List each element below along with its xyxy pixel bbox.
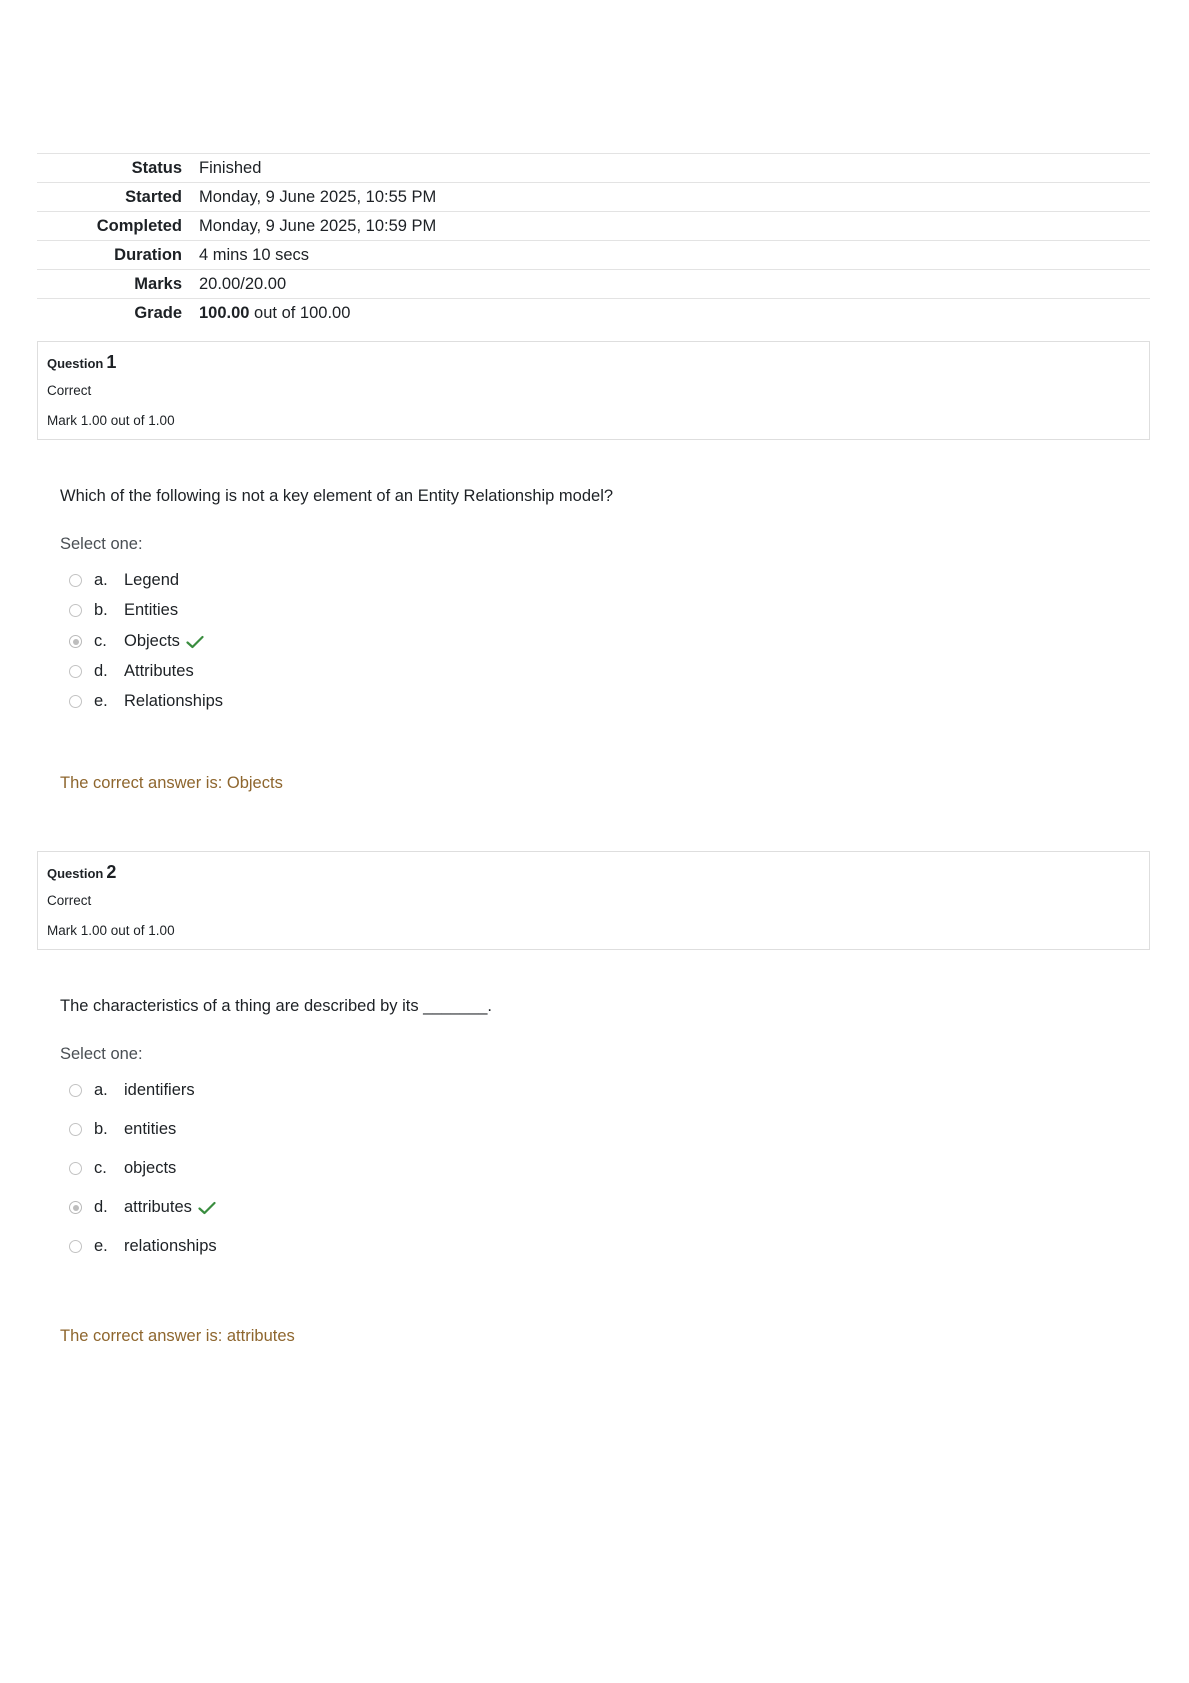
summary-row-grade xyxy=(37,299,1150,327)
answer-label: Relationships xyxy=(124,692,224,710)
summary-value: Finished xyxy=(199,158,262,177)
summary-label: Status xyxy=(131,158,182,177)
answer-option-selected[interactable] xyxy=(69,1198,216,1217)
check-icon xyxy=(186,635,204,649)
answer-option-selected[interactable] xyxy=(69,632,204,651)
summary-row-status xyxy=(37,154,1150,183)
summary-value xyxy=(199,304,350,323)
answer-label: relationships xyxy=(124,1237,217,1255)
summary-row-marks xyxy=(37,270,1150,299)
answer-letter: c. xyxy=(94,632,107,650)
answer-label: Attributes xyxy=(124,662,194,680)
check-icon xyxy=(198,1201,216,1215)
radio-button-checked[interactable] xyxy=(69,635,82,648)
summary-row-started xyxy=(37,183,1150,212)
radio-button[interactable] xyxy=(69,1240,82,1253)
summary-value: 20.00/20.00 xyxy=(199,274,287,293)
quiz-summary-table xyxy=(37,153,1150,327)
radio-button[interactable] xyxy=(69,1084,82,1097)
question-title xyxy=(47,352,116,373)
answer-option[interactable] xyxy=(69,1120,176,1139)
question-word: Question xyxy=(47,356,104,371)
summary-label: Completed xyxy=(96,216,182,235)
radio-button[interactable] xyxy=(69,665,82,678)
answer-letter: e. xyxy=(94,692,108,710)
answer-label: identifiers xyxy=(124,1081,195,1099)
question-grade: Mark 1.00 out of 1.00 xyxy=(47,413,175,428)
answer-label: Objects xyxy=(124,632,180,650)
answer-letter: b. xyxy=(94,1120,108,1138)
summary-label: Marks xyxy=(134,274,182,293)
question-word: Question xyxy=(47,866,104,881)
answer-letter: e. xyxy=(94,1237,108,1255)
answer-option[interactable] xyxy=(69,1081,195,1100)
answer-option[interactable] xyxy=(69,692,223,711)
radio-button[interactable] xyxy=(69,604,82,617)
grade-score: 100.00 xyxy=(199,303,250,322)
radio-button[interactable] xyxy=(69,1123,82,1136)
question-info-box xyxy=(37,341,1150,440)
answer-letter: a. xyxy=(94,1081,108,1099)
question-number: 2 xyxy=(106,862,117,882)
answer-option[interactable] xyxy=(69,662,194,681)
select-one-prompt: Select one: xyxy=(60,535,143,553)
question-text: The characteristics of a thing are described by its _______. xyxy=(60,997,492,1015)
correct-answer-feedback: The correct answer is: Objects xyxy=(60,774,283,792)
summary-value: 4 mins 10 secs xyxy=(199,245,310,264)
summary-label: Started xyxy=(125,187,182,206)
question-state: Correct xyxy=(47,383,92,398)
question-title xyxy=(47,862,116,883)
grade-out-of: out of 100.00 xyxy=(249,303,351,322)
answer-letter: c. xyxy=(94,1159,107,1177)
answer-label: Legend xyxy=(124,571,180,589)
question-number: 1 xyxy=(106,352,117,372)
correct-answer-feedback: The correct answer is: attributes xyxy=(60,1327,295,1345)
answer-option[interactable] xyxy=(69,571,179,590)
summary-value: Monday, 9 June 2025, 10:55 PM xyxy=(199,187,437,206)
answer-label: Entities xyxy=(124,601,179,619)
answer-letter: d. xyxy=(94,662,108,680)
answer-option[interactable] xyxy=(69,601,178,620)
answer-option[interactable] xyxy=(69,1237,217,1256)
answer-letter: d. xyxy=(94,1198,108,1216)
select-one-prompt: Select one: xyxy=(60,1045,143,1063)
question-grade: Mark 1.00 out of 1.00 xyxy=(47,923,175,938)
summary-row-duration xyxy=(37,241,1150,270)
summary-row-completed xyxy=(37,212,1150,241)
answer-label: attributes xyxy=(124,1198,192,1216)
summary-label: Duration xyxy=(114,245,182,264)
answer-option[interactable] xyxy=(69,1159,176,1178)
radio-button[interactable] xyxy=(69,695,82,708)
question-state: Correct xyxy=(47,893,92,908)
radio-button-checked[interactable] xyxy=(69,1201,82,1214)
question-text: Which of the following is not a key element of an Entity Relationship model? xyxy=(60,487,614,505)
question-info-box xyxy=(37,851,1150,950)
answer-letter: a. xyxy=(94,571,108,589)
answer-letter: b. xyxy=(94,601,108,619)
radio-button[interactable] xyxy=(69,1162,82,1175)
summary-label: Grade xyxy=(134,303,182,322)
answer-label: entities xyxy=(124,1120,177,1138)
summary-value: Monday, 9 June 2025, 10:59 PM xyxy=(199,216,437,235)
answer-label: objects xyxy=(124,1159,177,1177)
radio-button[interactable] xyxy=(69,574,82,587)
